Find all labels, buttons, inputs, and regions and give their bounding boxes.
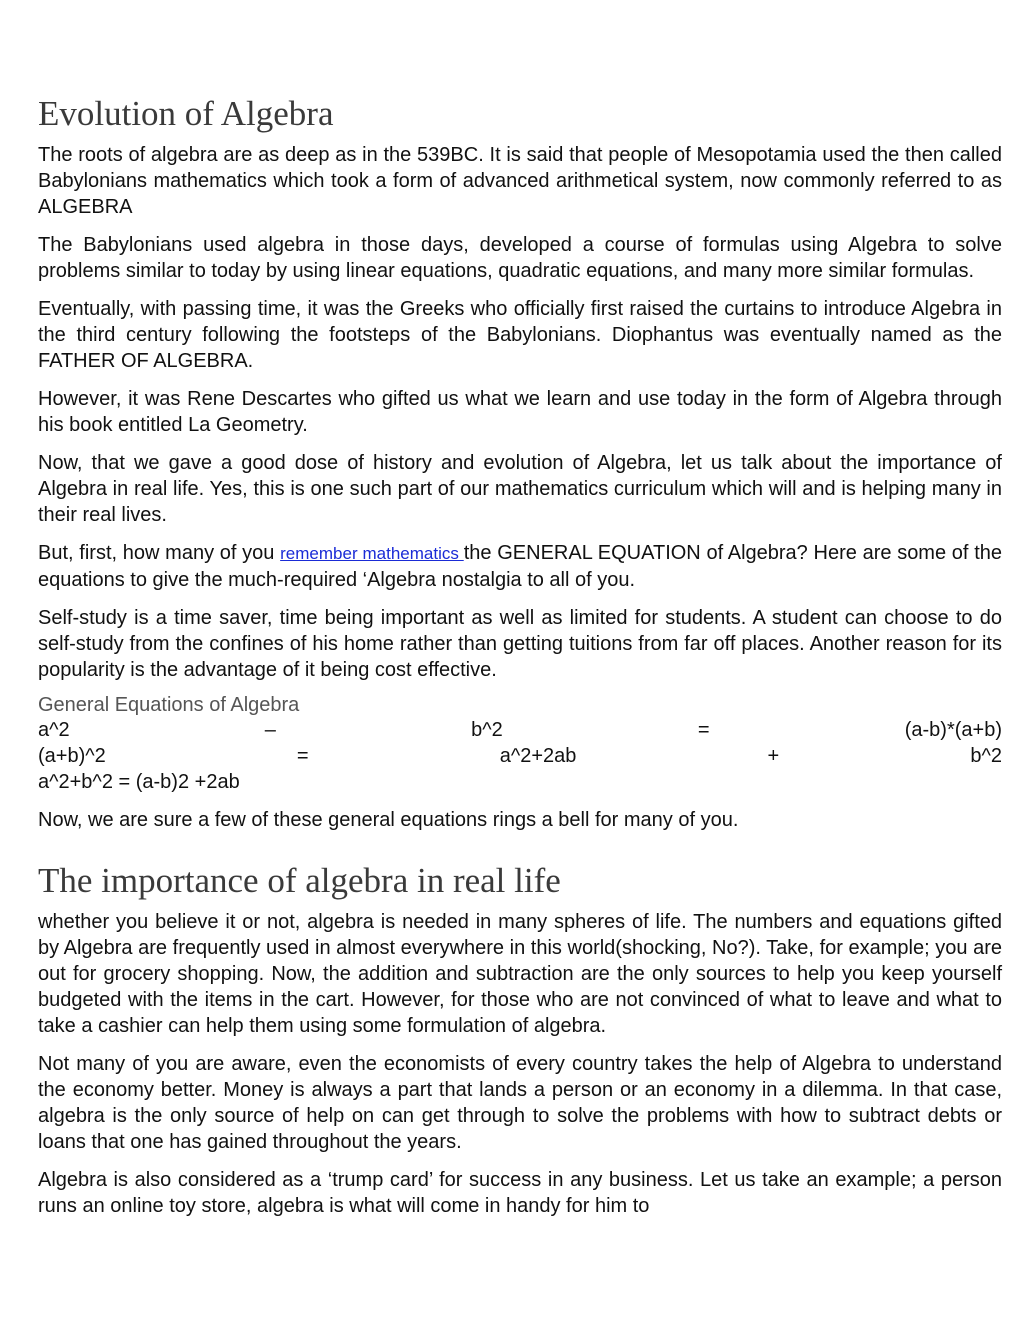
equation-term: b^2: [970, 745, 1002, 767]
paragraph-importance-intro: Now, that we gave a good dose of history and evolution of Algebra, let us talk about the importance of Algebra in real life. Yes, this is one such part of our mathematics curriculum which will and is helping many in their real lives.: [38, 452, 1002, 526]
equation-row-1: [38, 717, 1002, 743]
equation-term: (a-b)*(a+b): [904, 719, 1002, 741]
equation-term: a^2: [38, 719, 70, 741]
equation-term: =: [697, 719, 710, 741]
paragraph-greeks: Eventually, with passing time, it was the Greeks who officially first raised the curtains to introduce Algebra in the third century following the footsteps of the Babylonians. Diophantus was eventually named as the FATHER OF ALGEBRA.: [38, 298, 1002, 372]
equation-term: (a+b)^2: [38, 745, 106, 767]
remember-mathematics-link[interactable]: remember mathematics: [280, 544, 464, 563]
paragraph-spheres-of-life: whether you believe it or not, algebra is needed in many spheres of life. The numbers and equations gifted by Algebra are frequently used in almost everywhere in this world(shocking, No?). Take, for example; you are out for grocery shopping. Now, the addition and subtraction are the only sources to help you keep yourself budgeted with the items in the cart. However, for those who are not convinced of what to leave and what to take a cashier can help them using some formulation of algebra.: [38, 911, 1002, 1037]
equation-term: +: [767, 745, 780, 767]
equation-term: a^2+b^2 = (a-b)2 +2ab: [38, 771, 240, 793]
paragraph-equations-note: Now, we are sure a few of these general equations rings a bell for many of you.: [38, 809, 739, 831]
heading-evolution-of-algebra: Evolution of Algebra: [38, 94, 334, 133]
paragraph-general-equation: [38, 540, 1002, 593]
paragraph-economists: Not many of you are aware, even the economists of every country takes the help of Algebra to understand the economy better. Money is always a part that lands a person or an economy in a dilemma. In that case, algebra is the only source of help on can get through to solve the problems with how to subtract debts or loans that one has gained throughout the years.: [38, 1053, 1002, 1153]
paragraph-babylonians: The Babylonians used algebra in those days, developed a course of formulas using Algebra to solve problems similar to today by using linear equations, quadratic equations, and many more similar formulas.: [38, 234, 1002, 282]
heading-importance-of-algebra: The importance of algebra in real life: [38, 861, 561, 900]
equation-row-2: [38, 743, 1002, 769]
equation-term: –: [264, 719, 276, 741]
paragraph-trump-card: Algebra is also considered as a ‘trump card’ for success in any business. Let us take an example; a person runs an online toy store, algebra is what will come in handy for him to: [38, 1169, 1002, 1217]
paragraph-roots: The roots of algebra are as deep as in the 539BC. It is said that people of Mesopotamia used the then called Babylonians mathematics which took a form of advanced arithmetical system, now commonly referred to as ALGEBRA: [38, 144, 1002, 218]
paragraph-self-study: Self-study is a time saver, time being important as well as limited for students. A student can choose to do self-study from the confines of his home rather than getting tuitions from far off places. Another reason for its popularity is the advantage of it being cost effective.: [38, 607, 1002, 681]
general-equations-block: [38, 693, 1002, 795]
paragraph-text-after-link: the GENERAL EQUATION of Algebra? Here are some of the equations to give the much-required ‘Algebra nostalgia to all of you.: [38, 542, 1002, 591]
equation-term: b^2: [471, 719, 503, 741]
paragraph-descartes: However, it was Rene Descartes who gifted us what we learn and use today in the form of Algebra through his book entitled La Geometry.: [38, 388, 1002, 436]
subheading-general-equations: General Equations of Algebra: [38, 694, 300, 716]
equation-row-3: [38, 769, 1002, 795]
equation-term: a^2+2ab: [499, 745, 577, 767]
document-page: [38, 0, 1002, 1231]
paragraph-text-before-link: But, first, how many of you: [38, 542, 281, 564]
equation-term: =: [296, 745, 309, 767]
